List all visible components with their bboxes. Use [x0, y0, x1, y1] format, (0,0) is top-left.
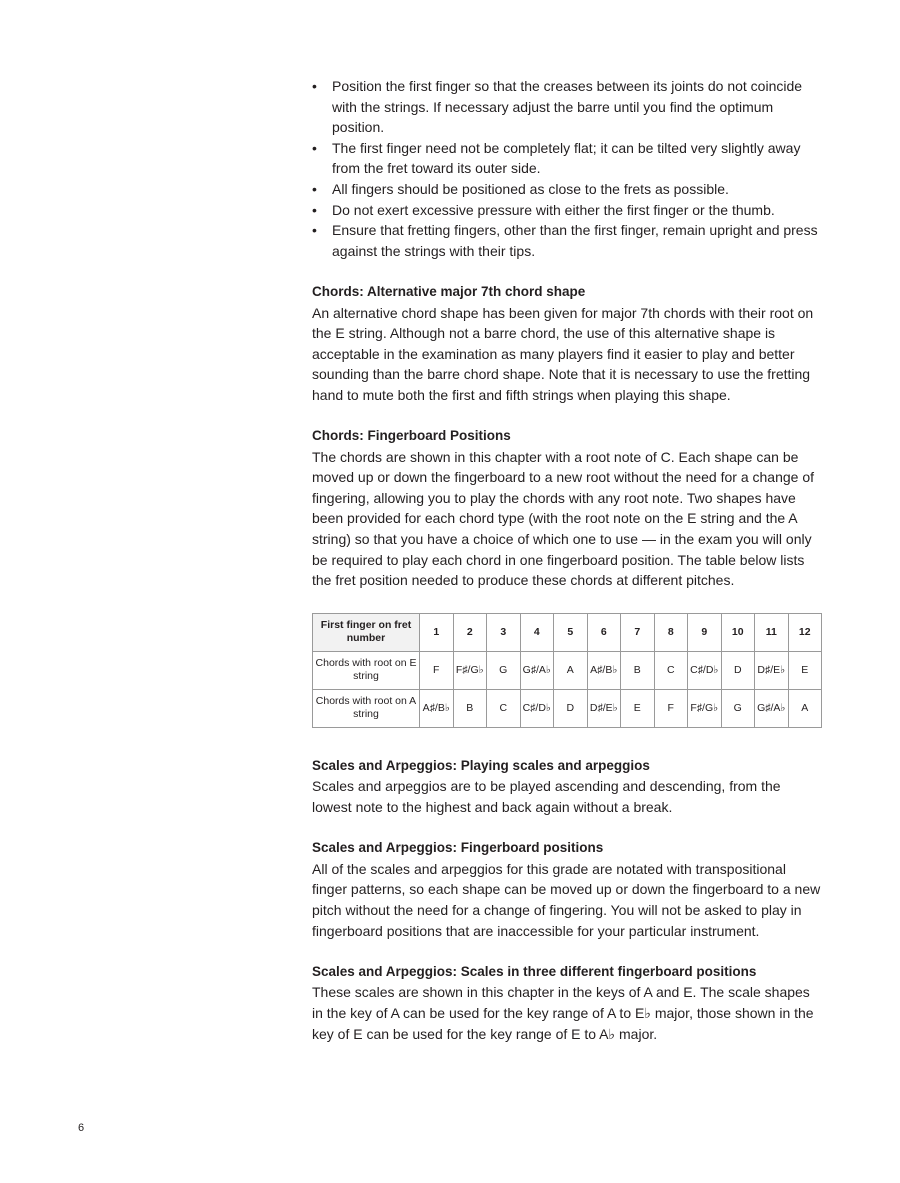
note-cell: B: [453, 689, 487, 727]
section-chord-positions: [312, 426, 824, 591]
section-three-positions: [312, 962, 824, 1044]
note-cell: G: [721, 689, 755, 727]
fret-number-cell: 8: [654, 613, 688, 651]
row-label: Chords with root on E string: [313, 651, 420, 689]
list-item-text: Ensure that fretting fingers, other than the first finger, remain upright and press against the strings with their tips.: [332, 222, 818, 259]
fret-number-cell: 3: [487, 613, 521, 651]
note-cell: F♯/G♭: [688, 689, 722, 727]
section-heading: Chords: Fingerboard Positions: [312, 428, 511, 444]
section-body: These scales are shown in this chapter in the keys of A and E. The scale shapes in the key of A can be used for the key range of A to E♭ major, those shown in the key of E can be used for the key range of E to A♭ major.: [312, 984, 814, 1042]
bullet-marker: •: [312, 222, 317, 239]
note-cell: C: [654, 651, 688, 689]
note-cell: D: [554, 689, 588, 727]
note-cell: E: [621, 689, 655, 727]
section-body: All of the scales and arpeggios for this grade are notated with transpositional finger patterns, so each shape can be moved up or down the fingerboard to a new pitch without the need for a change of fingering. You will not be asked to play in fingerboard positions that are inaccessible for your particular instrument.: [312, 860, 821, 939]
note-cell: F: [654, 689, 688, 727]
fret-number-cell: 2: [453, 613, 487, 651]
barre-tips-list: [312, 76, 824, 261]
list-item-text: The first finger need not be completely flat; it can be tilted very slightly away from the fret toward its outer side.: [332, 139, 801, 177]
row-label: Chords with root on A string: [313, 689, 420, 727]
bullet-marker: •: [312, 180, 317, 197]
section-heading: Scales and Arpeggios: Fingerboard positions: [312, 840, 604, 856]
note-cell: G♯/A♭: [755, 689, 789, 727]
fret-number-cell: 6: [587, 613, 621, 651]
fret-number-cell: 4: [520, 613, 554, 651]
note-cell: F♯/G♭: [453, 651, 487, 689]
note-cell: E: [788, 651, 822, 689]
section-scale-positions: [312, 838, 824, 941]
table-row: [313, 689, 822, 727]
section-heading: Scales and Arpeggios: Playing scales and arpeggios: [312, 757, 650, 773]
section-body: An alternative chord shape has been given for major 7th chords with their root on the E string. Although not a barre chord, the use of this alternative shape is acceptable in the examination as many players find it easier to play and better sounding than the barre chord shape. Note that it is necessary to use the fretting hand to mute both the first and fifth strings when playing this shape.: [312, 304, 814, 403]
note-cell: A♯/B♭: [420, 689, 454, 727]
page-number: 6: [78, 1122, 85, 1134]
fret-number-cell: 11: [755, 613, 789, 651]
section-playing-scales: [312, 756, 824, 818]
section-body: Scales and arpeggios are to be played ascending and descending, from the lowest note to the highest and back again without a break.: [312, 778, 781, 816]
fret-number-cell: 9: [688, 613, 722, 651]
table-header-label: First finger on fret number: [313, 613, 420, 651]
main-content: [312, 76, 824, 1044]
note-cell: G♯/A♭: [520, 651, 554, 689]
note-cell: C: [487, 689, 521, 727]
bullet-marker: •: [312, 78, 317, 94]
note-cell: B: [621, 651, 655, 689]
note-cell: G: [487, 651, 521, 689]
note-cell: C♯/D♭: [520, 689, 554, 727]
note-cell: A♯/B♭: [587, 651, 621, 689]
note-cell: D♯/E♭: [587, 689, 621, 727]
list-item: [312, 179, 824, 200]
list-item: [312, 220, 824, 261]
fret-number-cell: 10: [721, 613, 755, 651]
note-cell: C♯/D♭: [688, 651, 722, 689]
note-cell: F: [420, 651, 454, 689]
list-item: [312, 138, 824, 179]
section-heading: Chords: Alternative major 7th chord shape: [312, 283, 586, 299]
section-alt-major7: [312, 282, 824, 406]
note-cell: A: [788, 689, 822, 727]
note-cell: A: [554, 651, 588, 689]
note-cell: D♯/E♭: [755, 651, 789, 689]
section-heading: Scales and Arpeggios: Scales in three different fingerboard positions: [312, 963, 757, 979]
section-body: The chords are shown in this chapter with a root note of C. Each shape can be moved up or down the fingerboard to a new root without the need for a change of fingering, allowing you to play the chords with any root note. Two shapes have been provided for each chord type (with the root note on the E string and the A string) so that you have a choice of which one to use — in the exam you will only be required to play each chord in one fingerboard position. The table below lists the fret position needed to produce these chords at different pitches.: [312, 448, 814, 589]
fret-table-wrapper: [312, 613, 824, 728]
bullet-marker: •: [312, 139, 317, 156]
fret-position-table: [312, 613, 822, 728]
fret-number-cell: 12: [788, 613, 822, 651]
list-item: [312, 76, 824, 138]
list-item-text: Position the first finger so that the creases between its joints do not coincide with the strings. If necessary adjust the barre until you find the optimum position.: [332, 78, 803, 136]
fret-number-cell: 1: [420, 613, 454, 651]
list-item: [312, 200, 824, 221]
list-item-text: Do not exert excessive pressure with either the first finger or the thumb.: [332, 201, 775, 218]
bullet-marker: •: [312, 201, 317, 218]
note-cell: D: [721, 651, 755, 689]
list-item-text: All fingers should be positioned as close to the frets as possible.: [332, 180, 729, 197]
fret-number-cell: 5: [554, 613, 588, 651]
table-row: [313, 651, 822, 689]
fret-number-cell: 7: [621, 613, 655, 651]
table-header-row: [313, 613, 822, 651]
